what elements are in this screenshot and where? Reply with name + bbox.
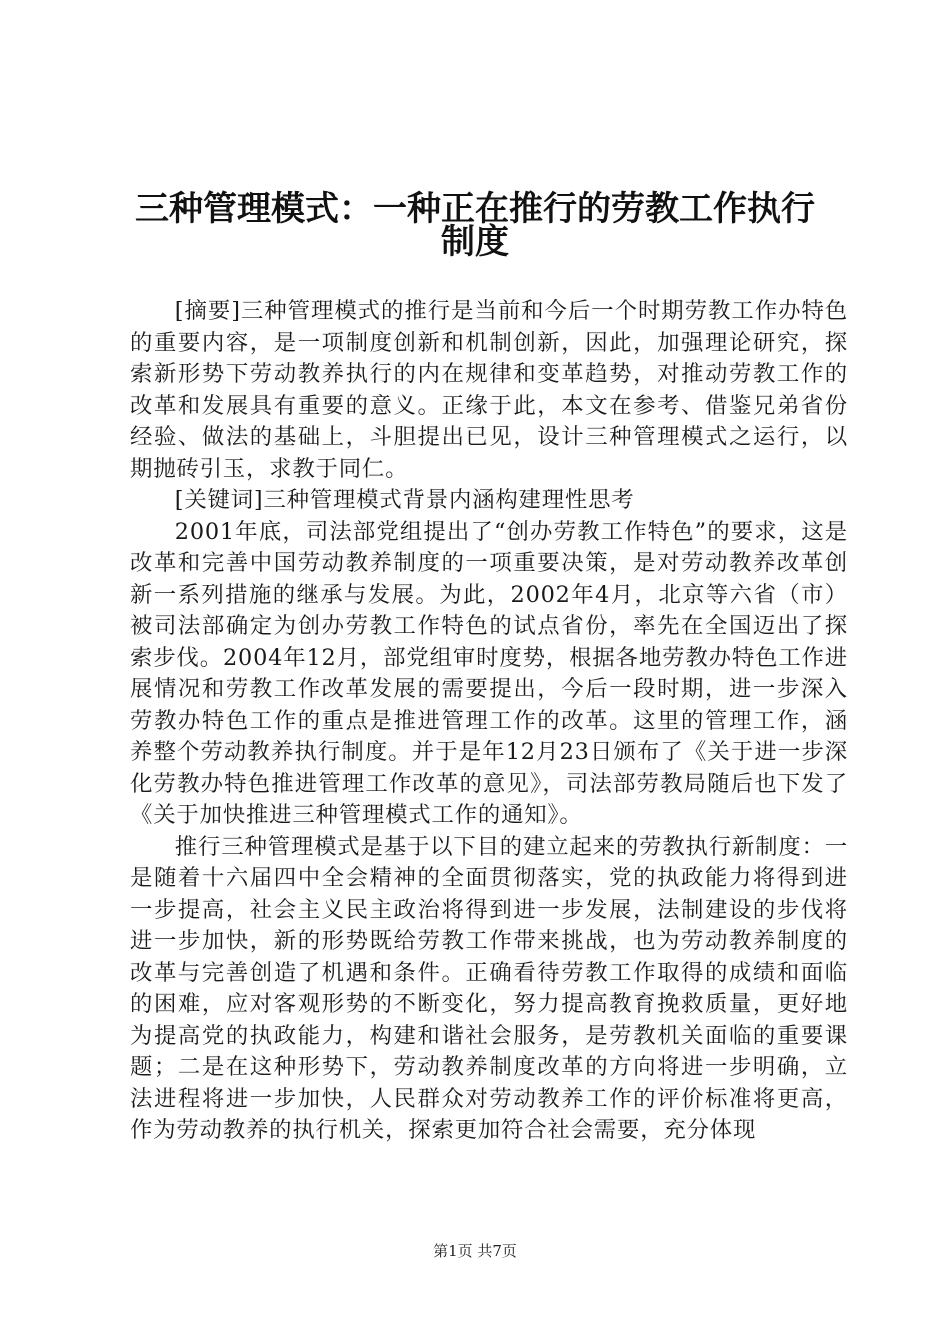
- body-paragraph: 推行三种管理模式是基于以下目的建立起来的劳教执行新制度：一是随着十六届四中全会精神的全面贯彻落实，党的执政能力将得到进一步提高，社会主义民主政治将得到进一步发展，法制建设的步伐将进一步加快，新的形势既给劳教工作带来挑战，也为劳动教养制度的改革与完善创造了机遇和条件。正确看待劳教工作取得的成绩和面临的困难，应对客观形势的不断变化，努力提高教育挽救质量，更好地为提高党的执政能力，构建和谐社会服务，是劳教机关面临的重要课题；二是在这种形势下，劳动教养制度改革的方向将进一步明确，立法进程将进一步加快，人民群众对劳动教养工作的评价标准将更高，作为劳动教养的执行机关，探索更加符合社会需要，充分体现: [130, 833, 848, 1143]
- abstract-paragraph: [摘要]三种管理模式的推行是当前和今后一个时期劳教工作办特色的重要内容，是一项制度创新和机制创新，因此，加强理论研究，探索新形势下劳动教养执行的内在规律和变革趋势，对推动劳教工作的改革和发展具有重要的意义。正缘于此，本文在参考、借鉴兄弟省份经验、做法的基础上，斗胆提出已见，设计三种管理模式之运行，以期抛砖引玉，求教于同仁。: [130, 298, 848, 482]
- keywords-paragraph: [关键词]三种管理模式背景内涵构建理性思考: [174, 487, 635, 513]
- body-paragraph: 2001年底，司法部党组提出了“创办劳教工作特色”的要求，这是改革和完善中国劳动教养制度的一项重要决策，是对劳动教养改革创新一系列措施的继承与发展。为此，2002年4月，北京等六省（市）被司法部确定为创办劳教工作特色的试点省份，率先在全国迈出了探索步伐。2004年12月，部党组审时度势，根据各地劳教办特色工作进展情况和劳教工作改革发展的需要提出，今后一段时期，进一步深入劳教办特色工作的重点是推进管理工作的改革。这里的管理工作，涵养整个劳动教养执行制度。并于是年12月23日颁布了《关于进一步深化劳教办特色推进管理工作改革的意见》，司法部劳教局随后也下发了《关于加快推进三种管理模式工作的通知》。: [130, 518, 848, 828]
- document-body: [130, 296, 848, 1147]
- page-number-footer: 第1页 共7页: [433, 1242, 517, 1260]
- document-title: 三种管理模式：一种正在推行的劳教工作执行: [135, 189, 815, 229]
- document-title-continued: 制度: [441, 222, 509, 262]
